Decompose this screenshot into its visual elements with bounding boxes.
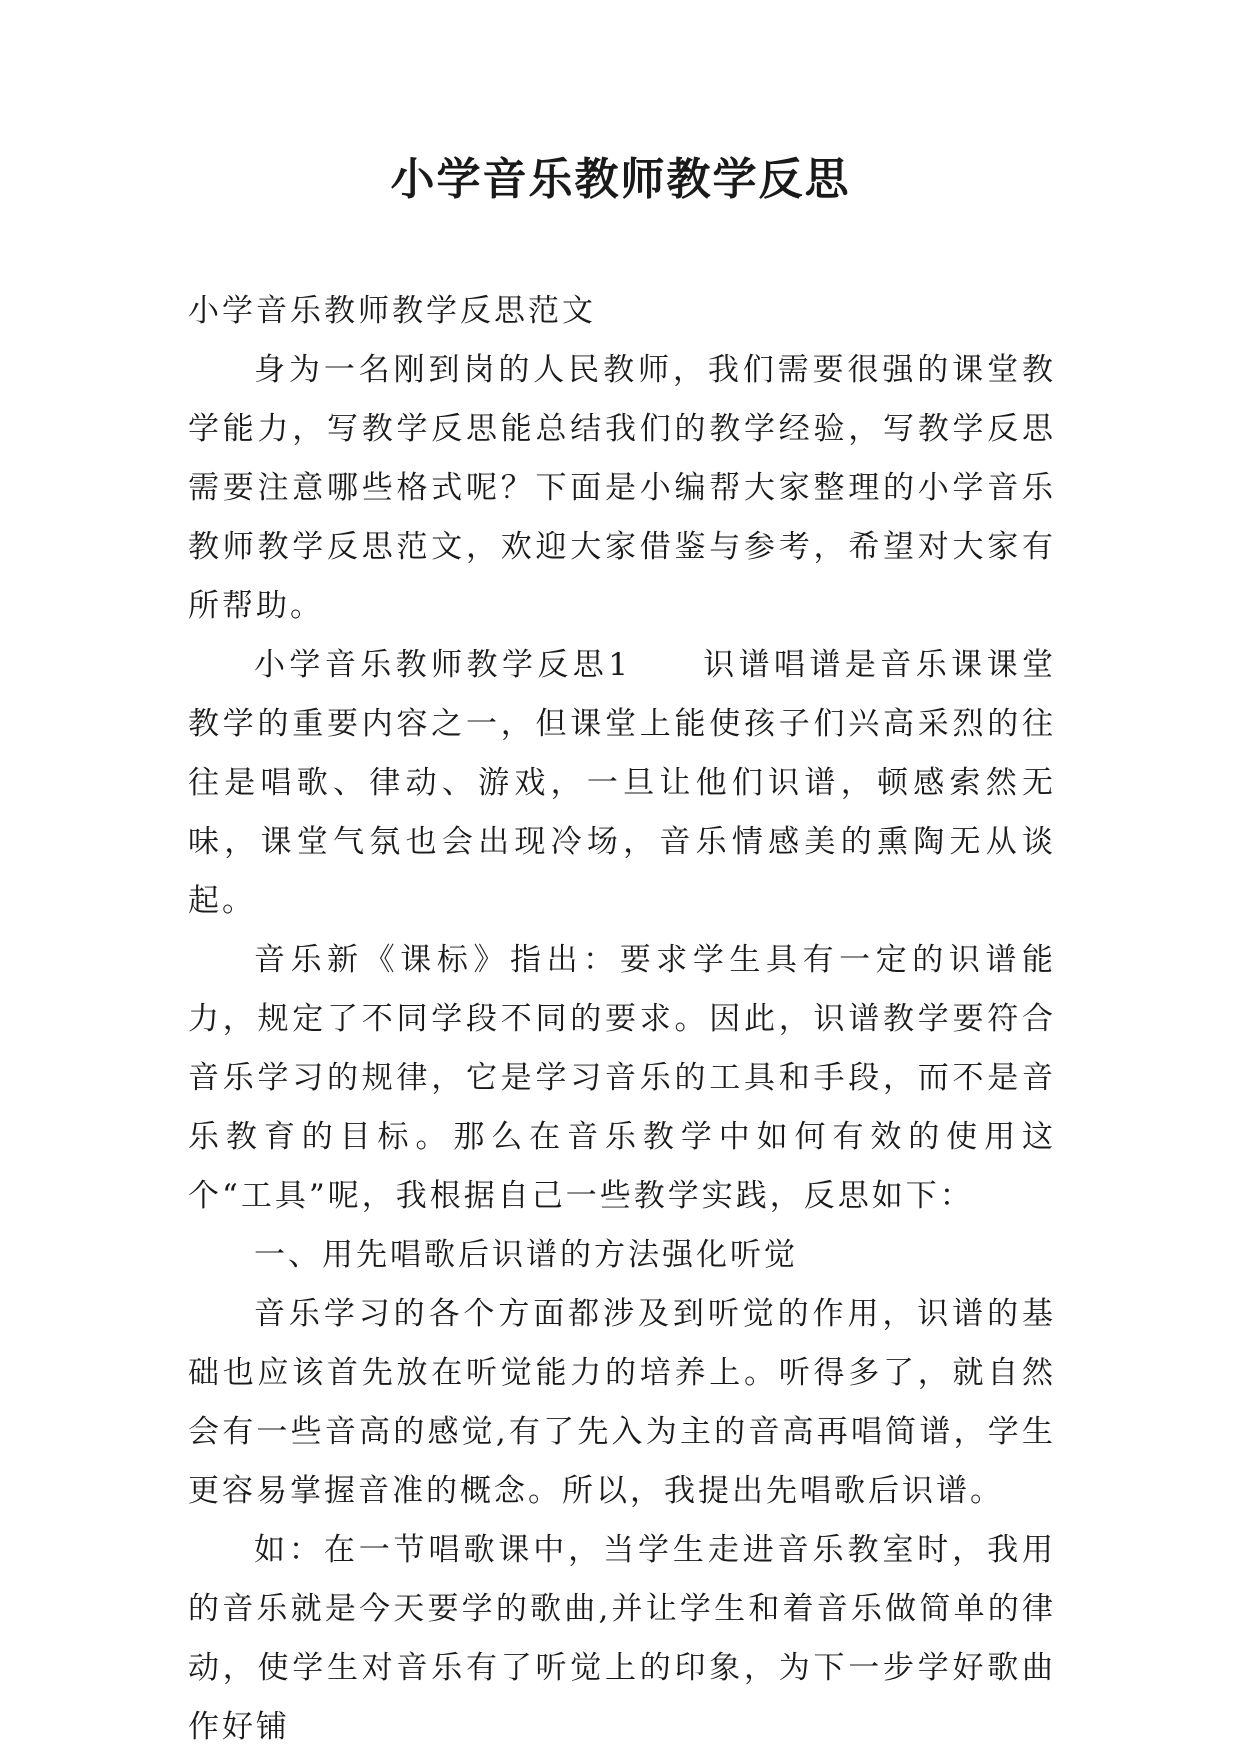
paragraph-reflection-1: 小学音乐教师教学反思1 识谱唱谱是音乐课课堂教学的重要内容之一，但课堂上能使孩子们兴高采烈的往往是唱歌、律动、游戏，一旦让他们识谱，顿感索然无味，课堂气氛也会出现冷场，音乐情感美的熏陶无从谈起。	[188, 647, 1056, 919]
paragraph-example: 如：在一节唱歌课中，当学生走进音乐教室时，我用的音乐就是今天要学的歌曲,并让学生和着音乐做简单的律动，使学生对音乐有了听觉上的印象，为下一步学好歌曲作好铺	[188, 1532, 1056, 1745]
document-body	[188, 282, 1056, 1757]
paragraph-curriculum: 音乐新《课标》指出：要求学生具有一定的识谱能力，规定了不同学段不同的要求。因此，识谱教学要符合音乐学习的规律，它是学习音乐的工具和手段，而不是音乐教育的目标。那么在音乐教学中如何有效的使用这个“工具”呢，我根据自己一些教学实践，反思如下：	[188, 942, 1056, 1214]
document-subtitle: 小学音乐教师教学反思范文	[188, 293, 596, 329]
paragraph-intro: 身为一名刚到岗的人民教师，我们需要很强的课堂教学能力，写教学反思能总结我们的教学经验，写教学反思需要注意哪些格式呢？下面是小编帮大家整理的小学音乐教师教学反思范文，欢迎大家借鉴与参考，希望对大家有所帮助。	[188, 352, 1056, 624]
section-heading-1: 一、用先唱歌后识谱的方法强化听觉	[254, 1237, 798, 1273]
document-title: 小学音乐教师教学反思	[390, 154, 851, 205]
paragraph-listening: 音乐学习的各个方面都涉及到听觉的作用，识谱的基础也应该首先放在听觉能力的培养上。听得多了，就自然会有一些音高的感觉,有了先入为主的音高再唱简谱，学生更容易掌握音准的概念。所以，我提出先唱歌后识谱。	[188, 1296, 1056, 1509]
